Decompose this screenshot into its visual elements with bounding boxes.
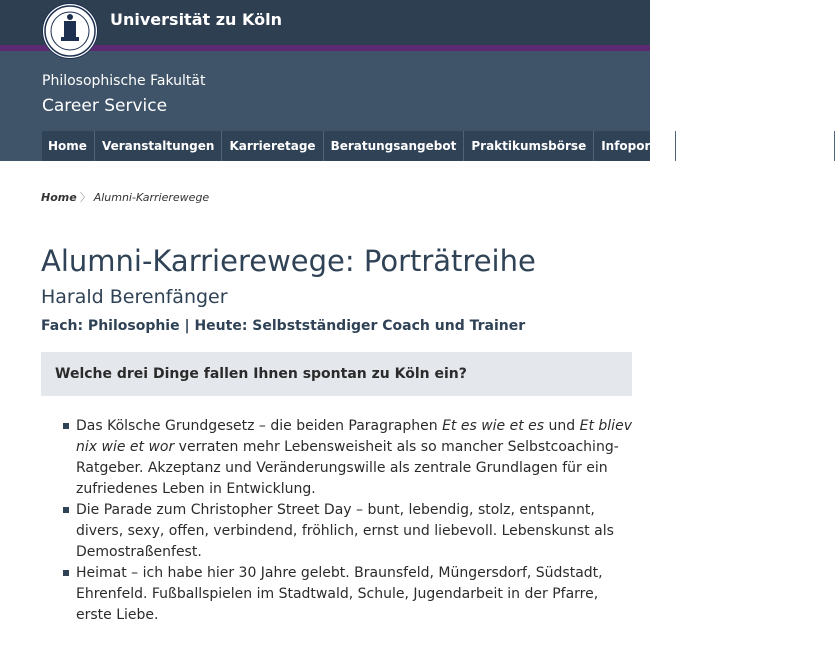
list-item: [76, 416, 632, 500]
list-item: [76, 563, 632, 626]
subject-line: Fach: Philosophie | Heute: Selbstständiger Coach und Trainer: [41, 318, 526, 334]
answer-text: Die Parade zum Christopher Street Day – bunt, lebendig, stolz, entspannt, divers, sexy, offen, verbindend, fröhlich, ernst und liebevoll. Lebenskunst als Demostraßenfest.: [76, 502, 614, 560]
answer-quote: Et bliev nix wie et wor: [76, 418, 632, 455]
nav-item-home[interactable]: Home: [42, 131, 95, 161]
nav-item-alumni-karrierewege[interactable]: Alumni-Karrierewege: [676, 131, 835, 161]
list-item: [76, 500, 632, 563]
answer-text: und: [544, 418, 580, 434]
answer-list: [41, 416, 632, 626]
main-navigation: [42, 131, 827, 161]
breadcrumb-current: Alumni-Karrierewege: [93, 191, 210, 204]
nav-item-infoportal[interactable]: Infoportal: [594, 131, 676, 161]
service-name[interactable]: Career Service: [42, 96, 168, 116]
answer-quote: Et es wie et es: [442, 418, 545, 434]
answer-text: Heimat – ich habe hier 30 Jahre gelebt. Braunsfeld, Müngersdorf, Südstadt, Ehrenfeld. Fußballspielen im Stadtwald, Schule, Jugendarbeit in der Pfarre, erste Liebe.: [76, 565, 603, 623]
university-header-bar: [0, 0, 650, 45]
person-name: Harald Berenfänger: [41, 286, 228, 308]
university-name[interactable]: Universität zu Köln: [110, 10, 282, 29]
page-title: Alumni-Karrierewege: Porträtreihe: [41, 244, 536, 278]
faculty-name[interactable]: Philosophische Fakultät: [42, 73, 206, 89]
answer-text: Das Kölsche Grundgesetz – die beiden Paragraphen: [76, 418, 443, 434]
breadcrumb-separator: 〉: [79, 191, 91, 204]
faculty-band: [0, 51, 827, 161]
nav-item-veranstaltungen[interactable]: Veranstaltungen: [95, 131, 223, 161]
breadcrumb-home-link[interactable]: Home: [41, 191, 77, 204]
answer-text: verraten mehr Lebensweisheit als so mancher Selbstcoaching-Ratgeber. Akzeptanz und Veränderungswille als zentrale Grundlagen für ein zufriedenes Leben in Entwicklung.: [76, 439, 619, 497]
nav-item-praktikumsboerse[interactable]: Praktikumsbörse: [464, 131, 594, 161]
question-box: Welche drei Dinge fallen Ihnen spontan zu Köln ein?: [41, 352, 632, 396]
nav-item-karrieretage[interactable]: Karrieretage: [222, 131, 323, 161]
main-content: [0, 189, 650, 626]
nav-item-beratungsangebot[interactable]: Beratungsangebot: [324, 131, 465, 161]
breadcrumb: [41, 189, 632, 203]
university-seal-logo[interactable]: [42, 3, 98, 59]
